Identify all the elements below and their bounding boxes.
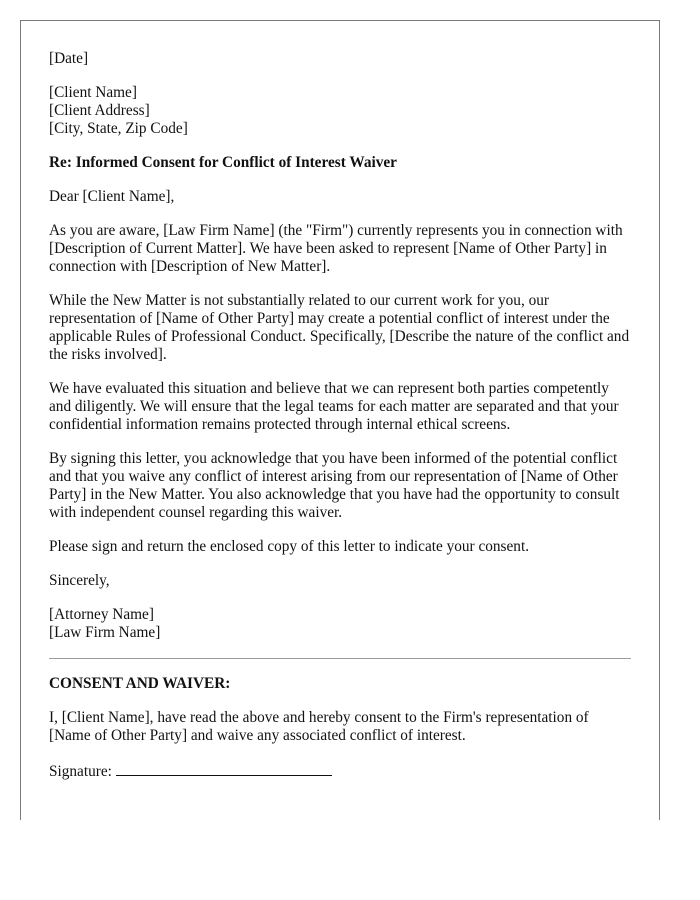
letter-page [20, 20, 660, 820]
letter-subject: Re: Informed Consent for Conflict of Interest Waiver [49, 154, 397, 171]
signature-line[interactable] [116, 761, 332, 776]
firm-name: [Law Firm Name] [49, 624, 161, 641]
letter-paragraph-2: While the New Matter is not substantially related to our current work for you, our representation of [Name of Other Party] may create a potential conflict of interest under the applicable Rules of Professional Conduct. Specifically, [Describe the nature of the conflict and the risks involved]. [49, 292, 630, 363]
consent-heading: CONSENT AND WAIVER: [49, 675, 231, 692]
letter-salutation: Dear [Client Name], [49, 188, 175, 205]
signature-label: Signature: [49, 763, 112, 780]
client-address: [Client Address] [49, 102, 150, 119]
letter-closing: Sincerely, [49, 572, 110, 589]
letter-date: [Date] [49, 50, 89, 67]
client-city-state-zip: [City, State, Zip Code] [49, 120, 188, 137]
letter-paragraph-5: Please sign and return the enclosed copy of this letter to indicate your consent. [49, 538, 530, 555]
consent-statement: I, [Client Name], have read the above and hereby consent to the Firm's representation of [Name of Other Party] and waive any associated conflict of interest. [49, 709, 589, 744]
client-name: [Client Name] [49, 84, 137, 101]
letter-paragraph-3: We have evaluated this situation and believe that we can represent both parties competently and diligently. We will ensure that the legal teams for each matter are separated and that your confidential information remains protected through internal ethical screens. [49, 380, 619, 433]
client-address-block [49, 84, 631, 138]
signature-block [49, 606, 631, 642]
attorney-name: [Attorney Name] [49, 606, 154, 623]
letter-paragraph-1: As you are aware, [Law Firm Name] (the "Firm") currently represents you in connection with [Description of Current Matter]. We have been asked to represent [Name of Other Party] in connection with [Description of New Matter]. [49, 222, 623, 275]
letter-paragraph-4: By signing this letter, you acknowledge that you have been informed of the potential conflict and that you waive any conflict of interest arising from our representation of [Name of Other Party] in the New Matter. You also acknowledge that you have had the opportunity to consult with independent counsel regarding this waiver. [49, 450, 620, 521]
signature-row [49, 761, 631, 781]
section-divider [49, 658, 631, 659]
